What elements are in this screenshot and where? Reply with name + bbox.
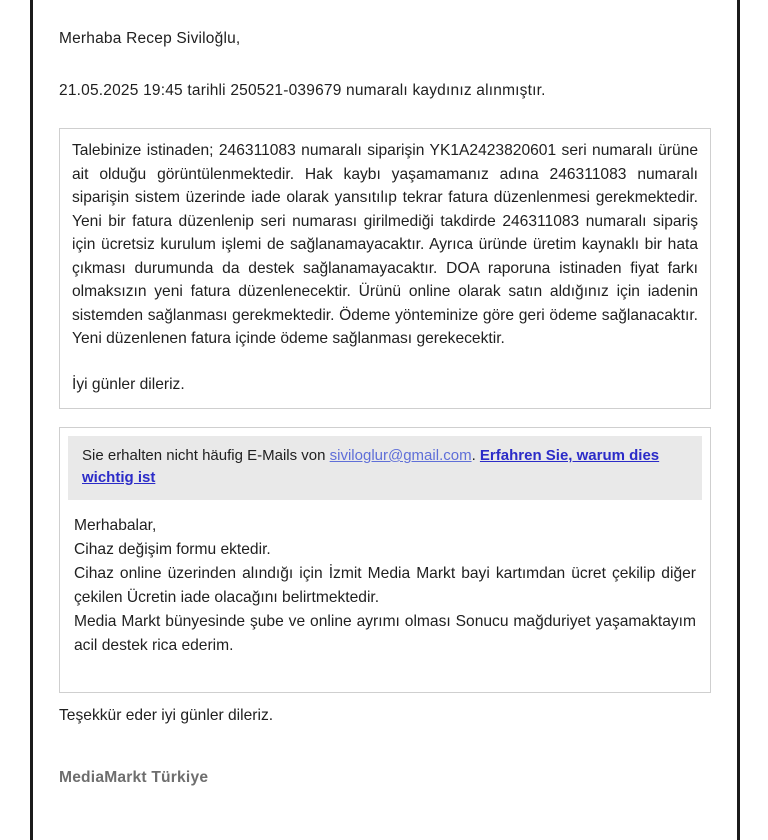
infrequent-sender-notice <box>68 436 702 500</box>
support-reply-closing: İyi günler dileriz. <box>72 375 185 393</box>
quote-line-4: Media Markt bünyesinde şube ve online ayrımı olması Sonucu mağduriyet yaşamaktayım acil destek rica ederim. <box>74 613 696 654</box>
footer-brand-name: MediaMarkt Türkiye <box>59 769 209 786</box>
quote-line-3: Cihaz online üzerinden alındığı için İzmit Media Markt bayi kartımdan ücret çekilip diğer çekilen Ücretin iade olacağını belirtmektedir. <box>74 565 696 606</box>
learn-why-important-link[interactable]: Erfahren Sie, warum dies wichtig ist <box>82 447 660 486</box>
email-body <box>33 6 737 787</box>
email-frame <box>30 0 740 840</box>
quote-line-1: Merhabalar, <box>74 517 157 534</box>
quoted-message-box <box>59 427 711 693</box>
quote-line-2: Cihaz değişim formu ektedir. <box>74 541 271 558</box>
support-reply-body: Talebinize istinaden; 246311083 numaralı siparişin YK1A2423820601 seri numaralı ürüne ait olduğu görüntülenmektedir. Hak kaybı yaşamamanız adına 246311083 numaralı siparişin sistem üzerinde iade olarak yansıtılıp tekrar fatura düzenlenmesi gerekmektedir. Yeni bir fatura düzenlenip seri numarası girilmediği takdirde 246311083 numaralı sipariş için ücretsiz kurulum işlemi de sağlanamayacaktır. Ayrıca üründe üretim kaynaklı bir hata çıkması durumunda da destek sağlanamayacaktır. DOA raporuna istinaden fiyat farkı olmaksızın yeni fatura düzenlenecektir. Ürünü online olarak satın aldığınız için iadenin sistemden sağlanması gerekmektedir. Ödeme yönteminize göre geri ödeme sağlanacaktır. Yeni düzenlenen fatura içinde ödeme sağlanması gerekecektir. <box>72 142 698 347</box>
closing-thanks-line: Teşekkür eder iyi günler dileriz. <box>59 707 274 724</box>
support-reply-box <box>59 128 711 409</box>
notice-prefix-text: Sie erhalten nicht häufig E-Mails von <box>82 447 330 464</box>
notice-separator-text: . <box>471 447 480 464</box>
record-reference-line: 21.05.2025 19:45 tarihli 250521-039679 numaralı kaydınız alınmıştır. <box>59 82 546 99</box>
greeting-line: Merhaba Recep Siviloğlu, <box>59 30 241 47</box>
sender-email-link[interactable]: siviloglur@gmail.com <box>329 447 472 464</box>
quoted-message-text <box>68 500 702 658</box>
